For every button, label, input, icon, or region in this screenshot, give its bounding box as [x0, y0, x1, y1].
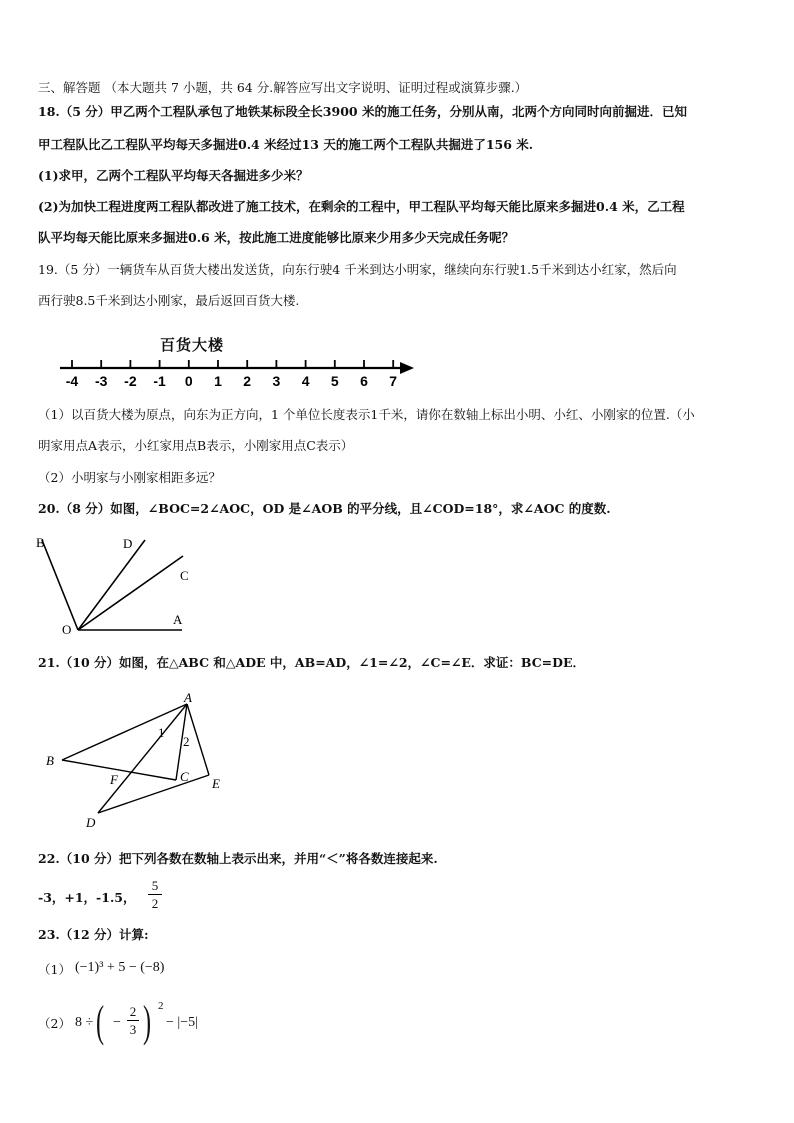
number-line-tick-label: -3: [94, 373, 108, 389]
label-c: C: [180, 769, 189, 784]
angle-figure: [30, 530, 230, 640]
q19-line1: 19.（5 分）一辆货车从百货大楼出发送货，向东行驶4 千米到达小明家，继续向东行驶1.5千米到达小红家，然后向: [38, 262, 677, 277]
fraction-denominator: 2: [151, 896, 159, 911]
q18-sub1: (1)求甲，乙两个工程队平均每天各掘进多少米？: [38, 168, 309, 183]
q19-line2: 西行驶8.5千米到达小刚家，最后返回百货大楼.: [38, 293, 300, 308]
ray-od: [78, 540, 145, 630]
q18-sub2-line1: (2)为加快工程进度两工程队都改进了施工技术，在剩余的工程中，甲工程队平均每天能比原来多掘进0.4 米，乙工程: [38, 199, 685, 214]
number-line-tick-label: 7: [389, 373, 398, 389]
q23-text: 23.（12 分）计算:: [38, 927, 149, 942]
number-line-tick-label: 2: [243, 373, 252, 389]
seg-ab: [62, 704, 187, 760]
fraction-numerator: 5: [151, 878, 159, 893]
q18-line2: 甲工程队比乙工程队平均每天多掘进0.4 米经过13 天的施工两个工程队共掘进了156 米.: [38, 137, 534, 152]
number-line-figure: [58, 355, 418, 395]
p2-part-a: 8 ÷: [75, 1015, 94, 1030]
label-e: E: [212, 776, 220, 791]
seg-bc: [62, 760, 176, 780]
q23-p1-expr: (−1)³ + 5 − (−8): [75, 960, 165, 975]
q22-text: 22.（10 分）把下列各数在数轴上表示出来，并用“＜”将各数连接起来.: [38, 851, 438, 866]
number-line-tick-label: 5: [330, 373, 339, 389]
number-line-tick-label: -1: [153, 373, 166, 389]
q22-numbers: -3，+1，-1.5，: [38, 890, 136, 905]
number-line-tick-label: 4: [301, 373, 310, 389]
number-line-tick-label: 1: [214, 373, 222, 389]
triangle-figure: [42, 692, 242, 832]
label-b: B: [46, 753, 54, 768]
q19-sub1-line2: 明家用点A表示，小红家用点B表示，小刚家用点C表示）: [38, 438, 354, 453]
number-line-tick-label: 3: [272, 373, 281, 389]
minus-sign: −: [113, 1015, 121, 1030]
number-line-arrow: [400, 362, 414, 374]
q19-sub1-line1: （1）以百货大楼为原点，向东为正方向，1 个单位长度表示1千米，请你在数轴上标出小明、小红、小刚家的位置.（小: [38, 407, 695, 422]
seg-ad: [98, 704, 187, 813]
angle-1-label: 1: [158, 725, 165, 740]
q22-fraction: [148, 878, 162, 911]
q20-text: 20.（8 分）如图，∠BOC=2∠AOC，OD 是∠AOB 的平分线，且∠COD=18°，求∠AOC 的度数.: [38, 501, 611, 516]
q21-text: 21.（10 分）如图，在△ABC 和△ADE 中，AB=AD，∠1=∠2，∠C=∠E．求证：BC=DE．: [38, 655, 586, 670]
p2-numerator: 2: [129, 1004, 137, 1019]
label-a: A: [173, 612, 183, 627]
label-f: F: [110, 772, 118, 787]
p2-part-b: − |−5|: [166, 1015, 198, 1030]
number-line-tick-label: -4: [65, 373, 79, 389]
label-o: O: [62, 622, 72, 637]
p2-fraction: [127, 1004, 139, 1037]
q23-p2-label: （2）: [38, 1016, 71, 1031]
right-paren: ): [143, 997, 152, 1046]
label-d: D: [123, 536, 133, 551]
number-line-tick-label: -2: [124, 373, 137, 389]
q23-p1-label: （1）: [38, 962, 71, 977]
ray-ob: [42, 540, 78, 630]
q18-line1: 18.（5 分）甲乙两个工程队承包了地铁某标段全长3900 米的施工任务，分别从南，北两个方向同时向前掘进．已知: [38, 104, 687, 119]
label-d: D: [86, 815, 96, 830]
q19-sub2: （2）小明家与小刚家相距多远？: [38, 470, 221, 485]
label-c: C: [180, 568, 189, 583]
label-b: B: [36, 535, 45, 550]
number-line-tick-label: 0: [184, 373, 193, 389]
q18-sub2-line2: 队平均每天能比原来多掘进0.6 米，按此施工进度能够比原来少用多少天完成任务呢？: [38, 230, 515, 245]
p2-exponent: 2: [158, 1000, 164, 1012]
ray-oc: [78, 556, 183, 630]
section-header: 三、解答题 （本大题共 7 小题，共 64 分.解答应写出文字说明、证明过程或演算步骤.）: [38, 80, 528, 95]
number-line-tick-label: 6: [360, 373, 368, 389]
seg-ae: [187, 704, 209, 775]
p2-denominator: 3: [129, 1022, 137, 1037]
angle-2-label: 2: [183, 734, 190, 749]
label-a: A: [184, 690, 192, 705]
left-paren: (: [96, 997, 105, 1046]
store-label: 百货大楼: [160, 336, 225, 354]
